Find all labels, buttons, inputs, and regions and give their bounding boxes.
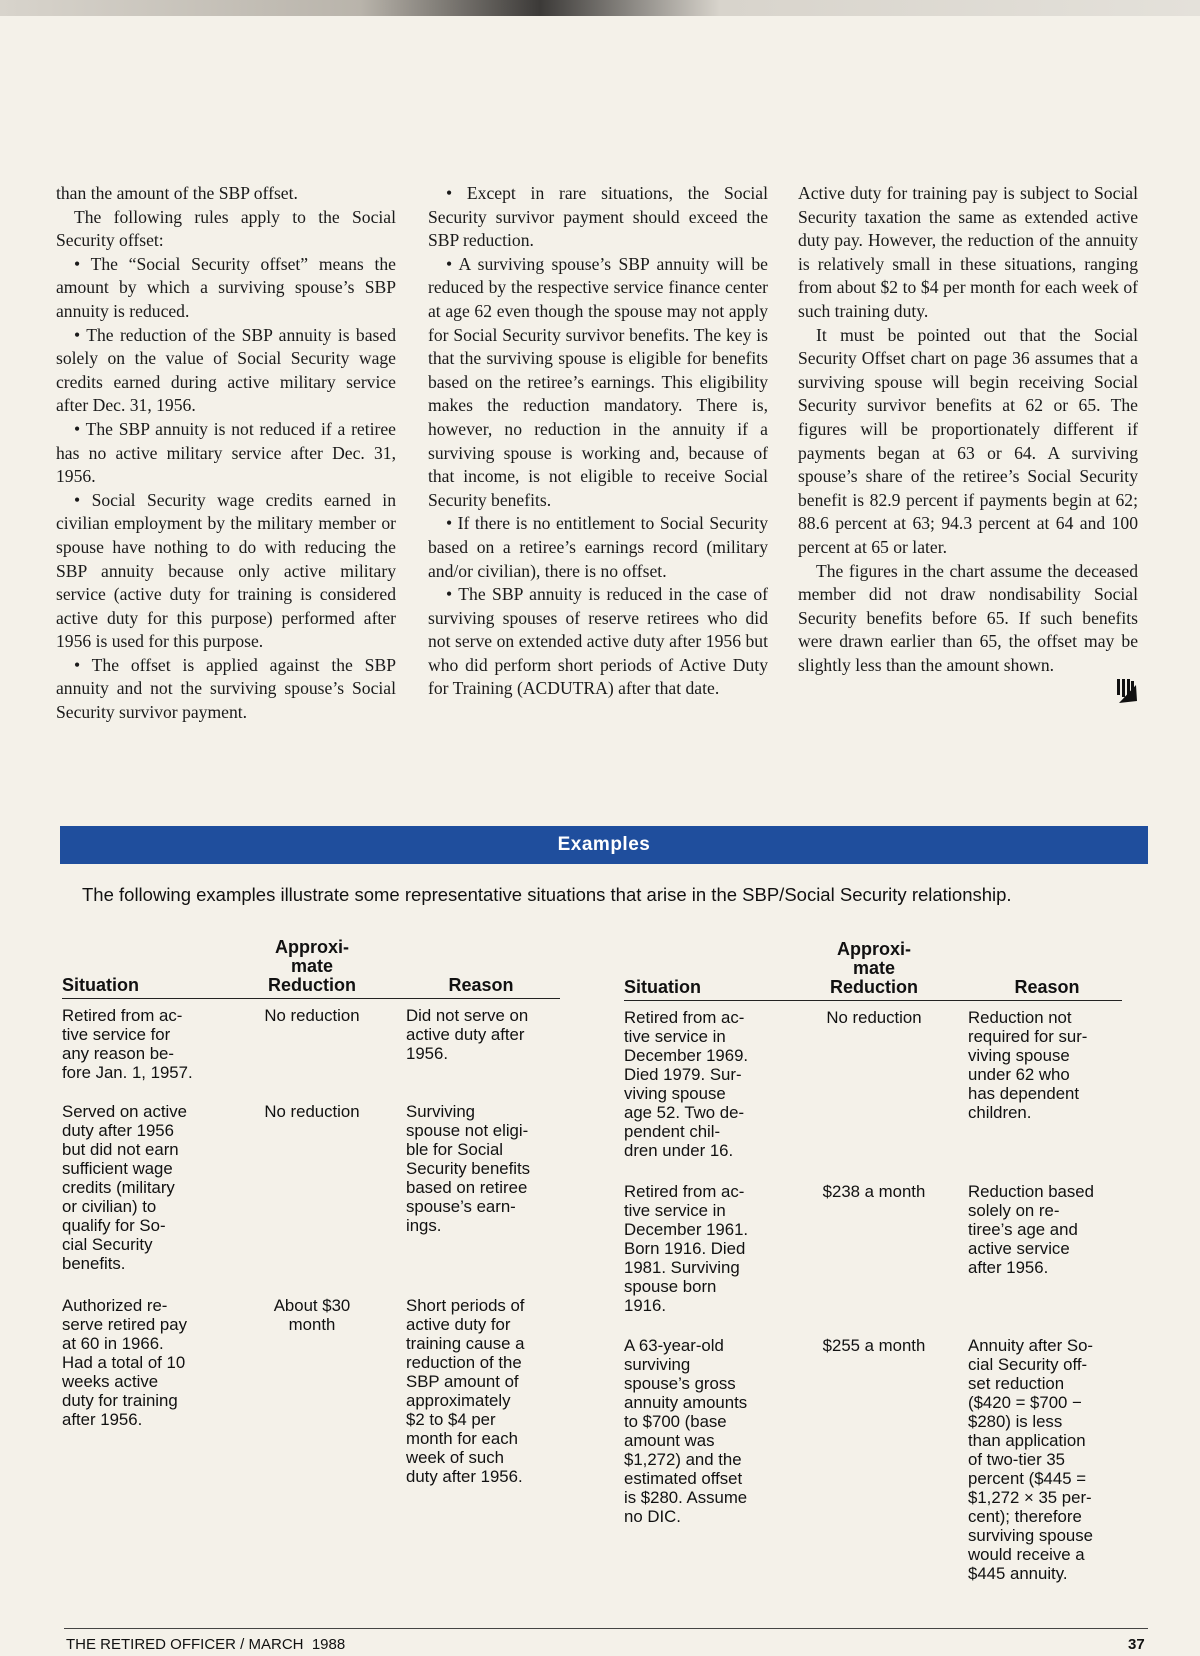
header-reduction: Approxi- mate Reduction	[268, 937, 356, 995]
paragraph: The following rules apply to the Social Security offset:	[56, 206, 396, 251]
table-cell-situation: A 63-year-old surviving spouse’s gross annuity amounts to $700 (base amount was $1,272) and the estimated offset is $280. Assume no DIC.	[624, 1336, 748, 1526]
table-cell-reason: Reduction not required for sur- viving spouse under 62 who has dependent children.	[968, 1008, 1088, 1122]
bullet-paragraph: • The reduction of the SBP annuity is based solely on the value of Social Security wage credits earned during active military service after Dec. 31, 1956.	[56, 324, 396, 416]
bullet-paragraph: • The SBP annuity is not reduced if a retiree has no active military service after Dec. 31, 1956.	[56, 418, 396, 487]
table-cell-reduction: $238 a month	[822, 1182, 926, 1201]
table-cell-reason: Annuity after So- cial Security off- set reduction ($420 = $700 − $280) is less than application of two-tier 35 percent ($445 = $1,272 × 35 per- cent); therefore surviving spouse would receive a $445 annuity.	[968, 1336, 1093, 1583]
table-cell-situation: Authorized re- serve retired pay at 60 in 1966. Had a total of 10 weeks active duty for training after 1956.	[62, 1296, 187, 1429]
table-cell-reduction: No reduction	[826, 1008, 922, 1027]
paragraph: The figures in the chart assume the deceased member did not draw nondisability Social Security benefits before 65. If such benefits were drawn earlier than 65, the offset may be slightly less than the amount shown.	[798, 560, 1138, 675]
bullet-paragraph: • Except in rare situations, the Social Security survivor payment should exceed the SBP reduction.	[428, 183, 768, 251]
table-cell-reason: Surviving spouse not eligi- ble for Social Security benefits based on retiree spouse’s earn- ings.	[406, 1102, 531, 1235]
examples-intro: The following examples illustrate some representative situations that arise in the SBP/Social Security relationship.	[82, 884, 1012, 905]
paragraph: It must be pointed out that the Social Security Offset chart on page 36 assumes that a surviving spouse will begin receiving Social Security survivor benefits at 62 or 65. The figures will be proportionately different if payments began at 63 or 64. A surviving spouse’s share of the retiree’s Social Security benefit is 82.9 percent if payments begin at 62; 88.6 percent at 63; 94.3 percent at 64 and 100 percent at 65 or later.	[798, 324, 1138, 557]
footer-publication: THE RETIRED OFFICER / MARCH 1988	[66, 1636, 346, 1653]
table-cell-reason: Reduction based solely on re- tiree’s age and active service after 1956.	[968, 1182, 1094, 1277]
header-reason: Reason	[1014, 977, 1080, 997]
header-rule	[624, 1000, 1122, 1001]
header-situation: Situation	[62, 975, 139, 995]
header-situation: Situation	[624, 977, 701, 997]
bullet-paragraph: • Social Security wage credits earned in civilian employment by the military member or spouse have nothing to do with reducing the SBP annuity because only active military service (active duty for training is considered active duty for this purpose) performed after 1956 is used for this purpose.	[56, 489, 396, 652]
page-number: 37	[1128, 1636, 1145, 1653]
table-cell-situation: Retired from ac- tive service for any reason be- fore Jan. 1, 1957.	[62, 1006, 193, 1082]
bullet-paragraph: • The SBP annuity is reduced in the case of surviving spouses of reserve retirees who did not serve on extended active duty after 1956 but who did perform short periods of Active Duty for Training (ACDUTRA) after that date.	[428, 584, 768, 699]
bullet-paragraph: • A surviving spouse’s SBP annuity will be reduced by the respective service finance center at age 62 even though the spouse may not apply for Social Security survivor benefits. The key is that the surviving spouse is eligible for benefits based on the retiree’s earnings. This eligibility makes the reduction mandatory. There is, however, no reduction in the annuity if a surviving spouse is working and, because of that income, is not eligible to receive Social Security benefits.	[428, 253, 768, 510]
bullet-paragraph: • The offset is applied against the SBP annuity and not the surviving spouse’s Social Security survivor payment.	[56, 654, 396, 723]
table-cell-reduction: No reduction	[264, 1006, 360, 1025]
paragraph: Active duty for training pay is subject to Social Security taxation the same as extended active duty pay. However, the reduction of the annuity is relatively small in these situations, ranging from about $2 to $4 per month for each week of such training duty.	[798, 183, 1138, 321]
table-cell-reduction: About $30 month	[273, 1296, 351, 1334]
paragraph: than the amount of the SBP offset.	[56, 183, 298, 203]
table-cell-situation: Retired from ac- tive service in December 1969. Died 1979. Sur- viving spouse age 52. Two de- pendent chil- dren under 16.	[624, 1008, 749, 1160]
examples-title: Examples	[557, 834, 651, 855]
table-cell-reduction: $255 a month	[822, 1336, 926, 1355]
table-cell-reduction: No reduction	[264, 1102, 360, 1121]
header-reason: Reason	[448, 975, 514, 995]
header-reduction: Approxi- mate Reduction	[830, 939, 918, 997]
table-cell-situation: Retired from ac- tive service in December 1961. Born 1916. Died 1981. Surviving spouse born 1916.	[624, 1182, 749, 1315]
table-cell-reason: Short periods of active duty for training cause a reduction of the SBP amount of approximately $2 to $4 per month for each week of such duty after 1956.	[406, 1296, 525, 1486]
footer-rule	[64, 1628, 1148, 1629]
bullet-paragraph: • If there is no entitlement to Social Security based on a retiree’s earnings record (military and/or civilian), there is no offset.	[428, 513, 768, 581]
table-cell-reason: Did not serve on active duty after 1956.	[406, 1006, 529, 1063]
bullet-paragraph: • The “Social Security offset” means the amount by which a surviving spouse’s SBP annuity is reduced.	[56, 253, 396, 321]
table-cell-situation: Served on active duty after 1956 but did not earn sufficient wage credits (military or civilian) to qualify for So- cial Security benefits.	[62, 1102, 187, 1273]
